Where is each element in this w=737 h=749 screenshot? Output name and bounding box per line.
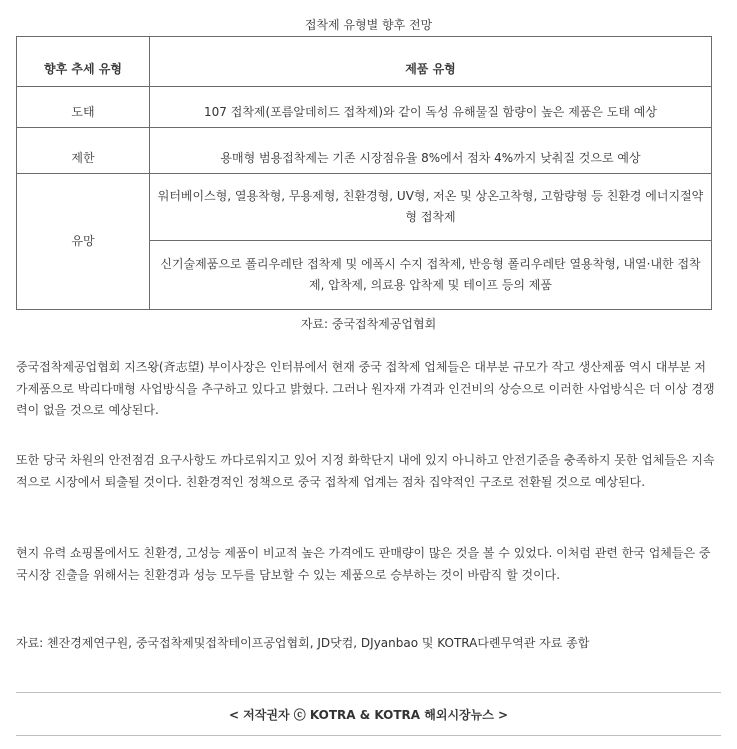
table-row [17,174,712,241]
trend-table [16,36,712,310]
body-paragraph: 중국접착제공업협회 지즈왕(斉志望) 부이사장은 인터뷰에서 현재 중국 접착제 업체들은 대부분 규모가 작고 생산제품 역시 대부분 저가제품으로 박리다매형 사업방식을 추구하고 있다고 밝혔다. 그러나 원자재 가격과 인건비의 상승으로 이러한 사업방식은 더 이상 경쟁력이 없을 것으로 예상된다. [16,360,715,417]
divider-bottom [16,735,721,736]
table-caption: 접착제 유형별 향후 전망 [304,18,433,32]
trend-type-cell: 제한 [17,128,150,174]
header-product-type: 제품 유형 [150,37,712,87]
divider-top [16,692,721,693]
trend-type-cell: 유망 [17,174,150,310]
trend-type-cell: 도태 [17,87,150,128]
table-row [17,87,712,128]
copyright-notice: < 저작권자 ⓒ KOTRA & KOTRA 해외시장뉴스 > [228,708,509,722]
body-paragraph: 또한 당국 차원의 안전점검 요구사항도 까다로워지고 있어 지정 화학단지 내에 있지 아니하고 안전기준을 충족하지 못한 업체들은 지속적으로 시장에서 퇴출될 것이다. 친환경적인 정책으로 중국 접착제 업계는 점차 집약적인 구조로 전환될 것으로 예상된다. [16,453,715,489]
table-source: 자료: 중국접착제공업협회 [300,317,437,331]
product-cell: 워터베이스형, 열용착형, 무용제형, 친환경형, UV형, 저온 및 상온고착형, 고함량형 등 친환경 에너지절약형 접착제 [150,174,712,241]
body-paragraph: 현지 유력 쇼핑몰에서도 친환경, 고성능 제품이 비교적 높은 가격에도 판매량이 많은 것을 볼 수 있었다. 이처럼 관련 한국 업체들은 중국시장 진출을 위해서는 친환경과 성능 모두를 담보할 수 있는 제품으로 승부하는 것이 바람직 할 것이다. [16,546,711,582]
product-cell: 용매형 범용접착제는 기존 시장점유율 8%에서 점차 4%까지 낮춰질 것으로 예상 [150,128,712,174]
product-cell: 107 접착제(포름알데히드 접착제)와 같이 독성 유해물질 함량이 높은 제품은 도태 예상 [150,87,712,128]
header-trend-type: 향후 추세 유형 [17,37,150,87]
product-cell: 신기술제품으로 폴리우레탄 접착제 및 에폭시 수지 접착제, 반응형 폴리우레탄 열용착형, 내열·내한 접착제, 압착제, 의료용 압착제 및 테이프 등의 제품 [150,241,712,310]
table-header-row [17,37,712,87]
sources-note: 자료: 첸잔경제연구원, 중국접착제및접착테이프공업협회, JD닷컴, DJyanbao 및 KOTRA다롄무역관 자료 종합 [16,636,590,650]
table-row [17,128,712,174]
